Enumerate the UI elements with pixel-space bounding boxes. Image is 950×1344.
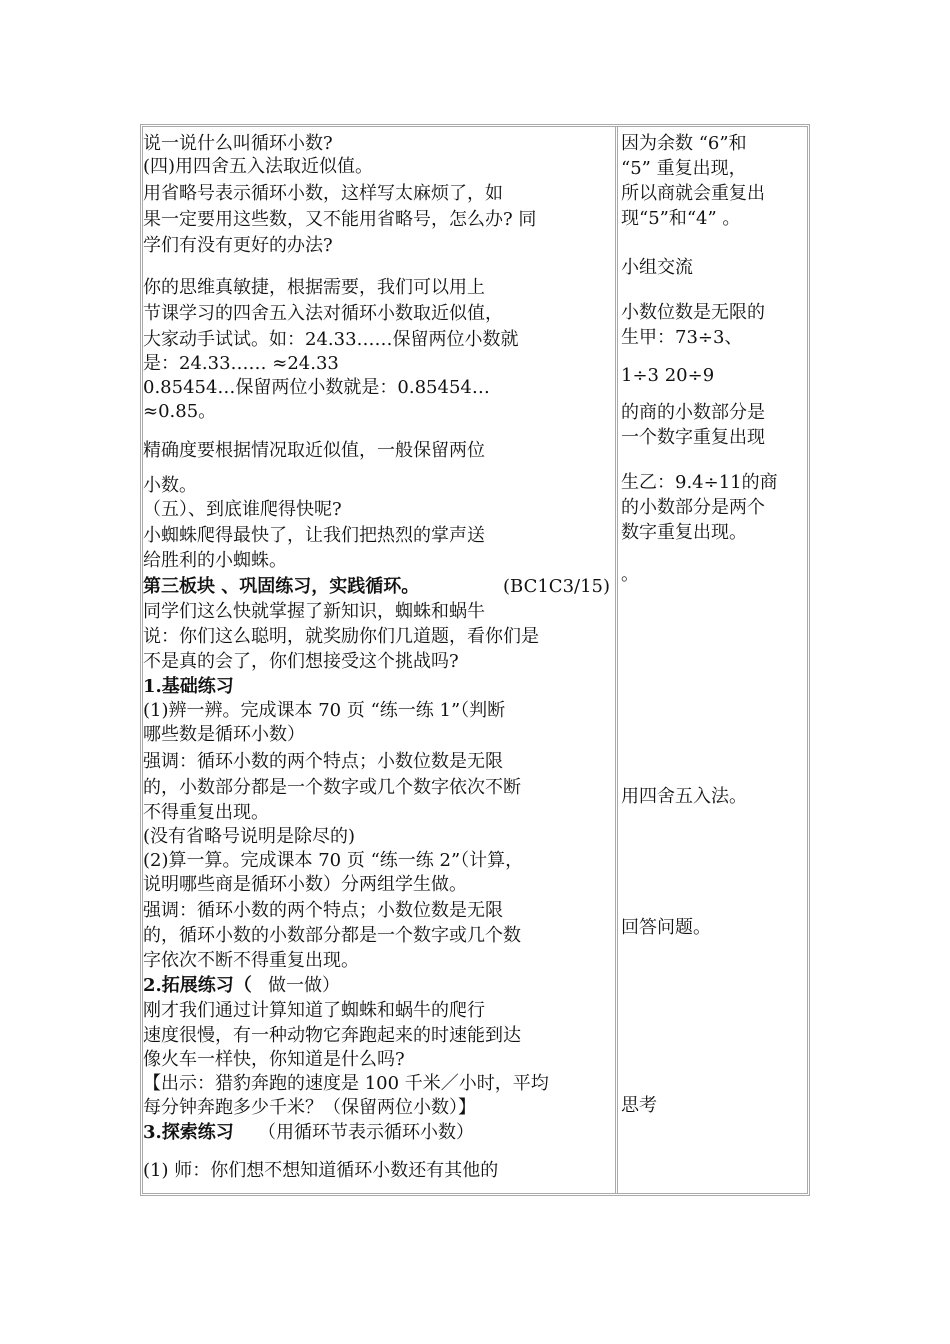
text-line: 精确度要根据情况取近似值，一般保留两位 (143, 440, 485, 461)
block-heading: 第三板块 、巩固练习，实践循环。 (143, 576, 420, 597)
text-line: (2)算一算。完成课本 70 页 “练一练 2”（计算， (143, 850, 524, 871)
text-line: 小数位数是无限的 (621, 302, 765, 323)
text-line: 回答问题。 (621, 917, 711, 938)
text-line: 生甲：73÷3、 (621, 327, 743, 348)
text-line: 大家动手试试。如：24.33……保留两位小数就 (143, 329, 519, 350)
text-line: 不得重复出现。 (143, 802, 269, 823)
text-line: 学们有没有更好的办法? (143, 235, 333, 256)
text-line: (1)辨一辨。完成课本 70 页 “练一练 1”（判断 (143, 700, 506, 721)
teaching-process-column (143, 127, 618, 1193)
text-line: 小数。 (143, 475, 197, 496)
text-line: 【出示：猎豹奔跑的速度是 100 千米／小时，平均 (143, 1073, 549, 1094)
text-line: 果一定要用这些数，又不能用省略号，怎么办? 同 (143, 209, 537, 230)
text-line: 一个数字重复出现 (621, 427, 765, 448)
text-line: 小蜘蛛爬得最快了，让我们把热烈的掌声送 (143, 525, 485, 546)
text-line: 强调：循环小数的两个特点；小数位数是无限 (143, 751, 503, 772)
text-line: （用循环节表示循环小数） (258, 1122, 474, 1143)
text-line: 的，循环小数的小数部分都是一个数字或几个数 (143, 925, 521, 946)
text-line: 你的思维真敏捷，根据需要，我们可以用上 (143, 277, 485, 298)
exercise-heading: 1.基础练习 (143, 676, 234, 697)
text-line: 节课学习的四舍五入法对循环小数取近似值， (143, 303, 503, 324)
text-line: (没有省略号说明是除尽的) (143, 826, 356, 847)
text-line: (1) 师：你们想不想知道循环小数还有其他的 (143, 1160, 499, 1181)
text-line: 的，小数部分都是一个数字或几个数字依次不断 (143, 777, 521, 798)
text-line: 刚才我们通过计算知道了蜘蛛和蜗牛的爬行 (143, 1000, 485, 1021)
exercise-heading: 2.拓展练习（ (143, 975, 252, 996)
text-line: 字依次不断不得重复出现。 (143, 950, 359, 971)
text-line: 每分钟奔跑多少千米？（保留两位小数）】 (143, 1097, 476, 1118)
text-line: 数字重复出现。 (621, 522, 747, 543)
text-line: 1÷3 20÷9 (621, 365, 715, 386)
text-line: 做一做） (268, 975, 340, 996)
text-line: 给胜利的小蜘蛛。 (143, 550, 287, 571)
text-line: 说：你们这么聪明，就奖励你们几道题，看你们是 (143, 626, 539, 647)
section-heading: （五）、到底谁爬得快呢? (143, 499, 342, 520)
text-line: 说明哪些商是循环小数）分两组学生做。 (143, 874, 467, 895)
text-line: 生乙：9.4÷11的商 (621, 472, 778, 493)
lesson-table (140, 124, 810, 1196)
student-activity-column (621, 127, 807, 1193)
section-heading: (四)用四舍五入法取近似值。 (143, 156, 374, 177)
text-line: 不是真的会了，你们想接受这个挑战吗? (143, 651, 459, 672)
text-line: “5” 重复出现， (621, 158, 747, 179)
text-line: 用四舍五入法。 (621, 786, 747, 807)
text-line: 像火车一样快，你知道是什么吗? (143, 1049, 405, 1070)
text-line: ≈0.85。 (143, 401, 217, 422)
text-line: 的商的小数部分是 (621, 402, 765, 423)
text-line: 用省略号表示循环小数，这样写太麻烦了，如 (143, 183, 503, 204)
text-line: 是：24.33…… ≈24.33 (143, 353, 339, 374)
text-line: 强调：循环小数的两个特点；小数位数是无限 (143, 900, 503, 921)
text-line: 速度很慢，有一种动物它奔跑起来的时速能到达 (143, 1025, 521, 1046)
text-line: 。 (621, 564, 639, 585)
text-line: 小组交流 (621, 257, 693, 278)
text-line: 所以商就会重复出 (621, 183, 765, 204)
text-line: 说一说什么叫循环小数? (143, 133, 333, 154)
text-line: 同学们这么快就掌握了新知识，蜘蛛和蜗牛 (143, 601, 485, 622)
text-line: 思考 (621, 1095, 657, 1116)
block-code: (BC1C3/15) (503, 576, 611, 597)
text-line: 的小数部分是两个 (621, 497, 765, 518)
text-line: 0.85454…保留两位小数就是：0.85454… (143, 377, 490, 398)
exercise-heading: 3.探索练习 (143, 1122, 234, 1143)
text-line: 现“5”和“4” 。 (621, 208, 741, 229)
text-line: 因为余数 “6”和 (621, 133, 747, 154)
text-line: 哪些数是循环小数） (143, 724, 305, 745)
